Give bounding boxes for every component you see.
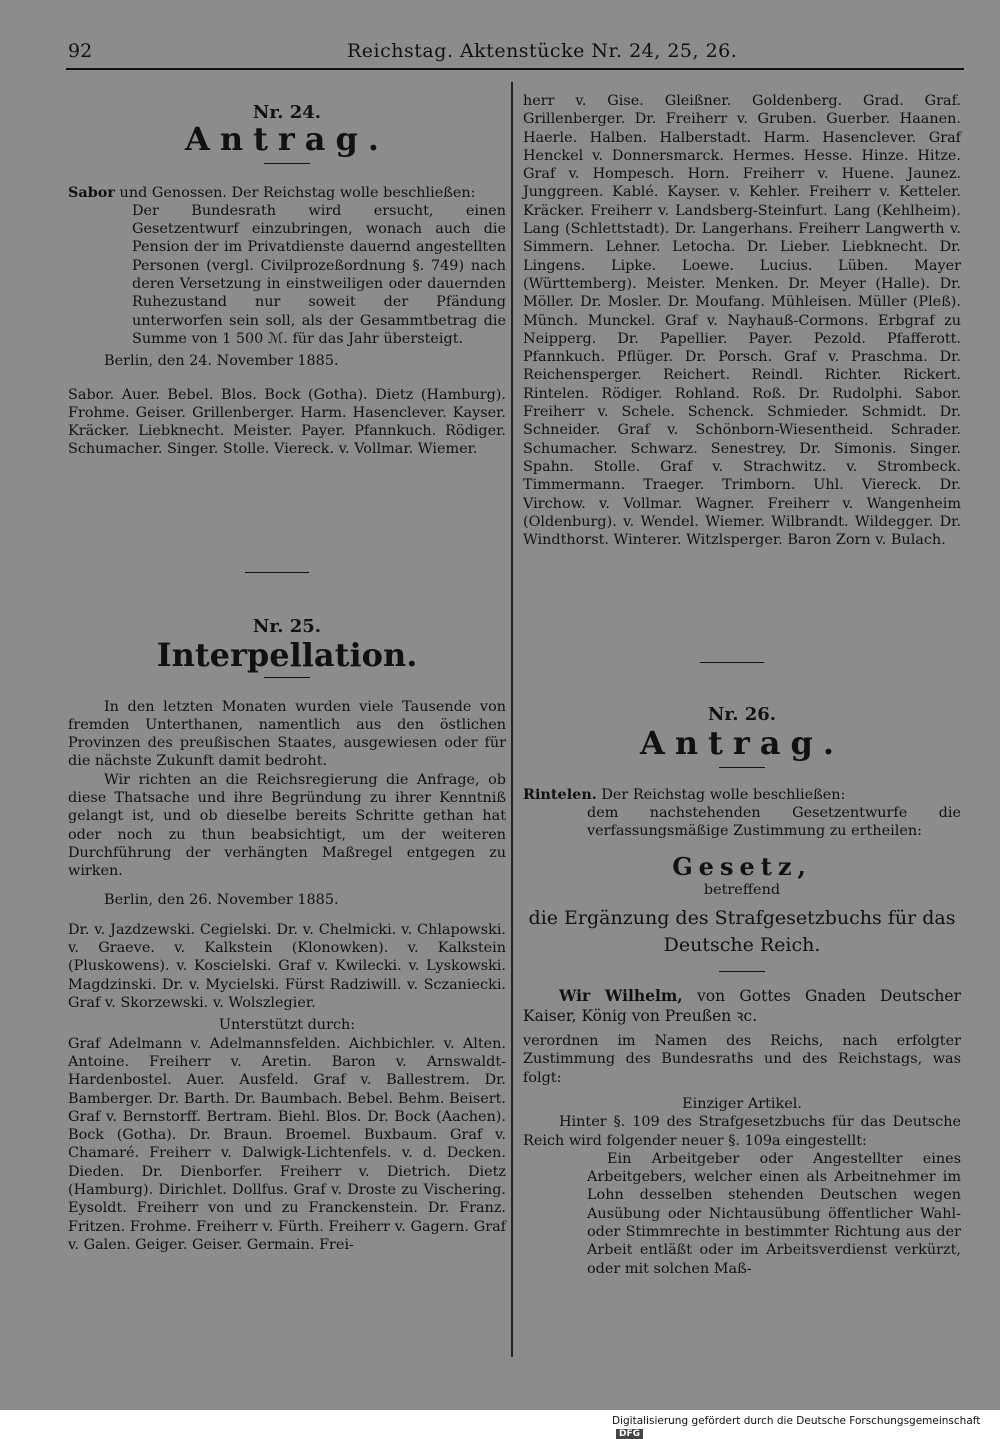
sabor-text: und Genossen. Der Reichstag wolle beschließen: [119, 184, 476, 201]
footer-credit [612, 1415, 1000, 1439]
date-24: Berlin, den 24. November 1885. [104, 353, 339, 370]
left-column-25 [68, 618, 506, 1254]
supporters-list: Graf Adelmann v. Adelmannsfelden. Aichbichler. v. Alten. Antoine. Freiherr v. Aretin. Baron v. Arnswaldt-Hardenbostel. Auer. Ausfeld. Graf v. Ballestrem. Dr. Bamberger. Dr. Barth. Dr. Baumbach. Bebel. Behm. Beisert. Graf v. Bernstorff. Bertram. Biehl. Blos. Dr. Bock (Aachen). Bock (Gotha). Dr. Braun. Broemel. Buxbaum. Graf v. Chamaré. Freiherr v. Dalwigk-Lichtenfels. v. d. Decken. Dieden. Dr. Dienborfer. Freiherr v. Dietrich. Dietz (Hamburg). Dirichlet. Dollfus. Graf v. Droste zu Vischering. Eysoldt. Freiherr von und zu Franckenstein. Dr. Franz. Fritzen. Frohme. Freiherr v. Fürth. Freiherr v. Gagern. Graf v. Galen. Geiger. Geiser. Germain. Frei- [68, 1035, 506, 1253]
short-rule [264, 163, 310, 164]
article-text: Ein Arbeitgeber oder Angestellter eines Arbeitgebers, welcher einen als Arbeitnehmer im Lohn desselben stehenden Deutschen wegen Ausübung oder Nichtausübung öffentlicher Wahl- oder Stimmrechte in bestimmter Richtung aus der Arbeit entläßt oder im Arbeitsverdienst verkürzt, oder mit solchen Maß- [587, 1150, 961, 1277]
betreffend: betreffend [703, 881, 781, 898]
wir-text: von Gottes Gnaden Deutscher Kaiser, König von Preußen ꝛc. [523, 987, 961, 1026]
column-divider [511, 82, 513, 1357]
signers-24: Sabor. Auer. Bebel. Blos. Bock (Gotha). Dietz (Hamburg). Frohme. Geiser. Grillenberger. Harm. Hasenclever. Kayser. Kräcker. Liebknecht. Meister. Payer. Pfannkuch. Rödiger. Schumacher. Singer. Stolle. Viereck. v. Vollmar. Wiemer. [68, 386, 506, 458]
rintelen-body: dem nachstehenden Gesetzentwurfe die verfassungsmäßige Zustimmung zu ertheilen: [587, 804, 961, 840]
wir-line [523, 986, 961, 1026]
signers-25: Dr. v. Jazdzewski. Cegielski. Dr. v. Chelmicki. v. Chlapowski. v. Graeve. v. Kalkstein (Klonowken). v. Kalkstein (Pluskowens). v. Koscielski. Graf v. Kwilecki. v. Lyskowski. Magdzinski. Dr. v. Mycielski. Fürst Radziwill. v. Sczaniecki. Graf v. Skorzewski. v. Wolszlegier. [68, 921, 506, 1012]
short-rule [264, 677, 310, 678]
short-rule [719, 767, 765, 768]
running-header: Reichstag. Aktenstücke Nr. 24, 25, 26. [347, 40, 738, 62]
sabor-lead: Sabor [68, 183, 115, 201]
left-column [68, 104, 506, 459]
rintelen-intro [523, 786, 961, 804]
supporters-continued: herr v. Gise. Gleißner. Goldenberg. Grad. Graf. Grillenberger. Dr. Freiherr v. Gruben. Guerber. Haanen. Haerle. Halben. Halberstadt. Harm. Hasenclever. Graf Henckel v. Donnersmarck. Hermes. Hesse. Hinze. Hitze. Graf v. Hompesch. Horn. Freiherr v. Huene. Jaunez. Junggreen. Kablé. Kayser. v. Kehler. Freiherr v. Ketteler. Kräcker. Freiherr v. Landsberg-Steinfurt. Lang (Kehlheim). Lang (Schlettstadt). Dr. Langerhans. Freiherr Langwerth v. Simmern. Lehner. Letocha. Dr. Lieber. Liebknecht. Dr. Lingens. Lipke. Loewe. Lucius. Lüben. Mayer (Württemberg). Meister. Menken. Dr. Meyer (Halle). Dr. Möller. Dr. Mosler. Dr. Moufang. Mühleisen. Müller (Pleß). Münch. Munckel. Graf v. Nayhauß-Cormons. Erbgraf zu Neipperg. Dr. Papellier. Payer. Pezold. Pfafferott. Pfannkuch. Pflüger. Dr. Porsch. Graf v. Praschma. Dr. Reichensperger. Reichert. Reindl. Richter. Rickert. Rintelen. Rödiger. Rohland. Roß. Dr. Rudolphi. Sabor. Freiherr v. Schele. Schenck. Schmieder. Schmidt. Dr. Schneider. Graf v. Schönborn-Wiesentheid. Schrader. Schumacher. Schwarz. Senestrey. Dr. Simonis. Singer. Spahn. Stolle. Graf v. Strachwitz. v. Strombeck. Timmermann. Traeger. Trimborn. Uhl. Viereck. Dr. Virchow. v. Vollmar. Wagner. Freiherr v. Wangenheim (Oldenburg). v. Wendel. Wiemer. Wilbrandt. Wildegger. Dr. Windthorst. Winterer. Witzlsperger. Baron Zorn v. Bulach. [523, 93, 961, 549]
right-column [523, 92, 961, 549]
rintelen-lead: Rintelen. [523, 785, 597, 803]
verordnen: verordnen im Namen des Reichs, nach erfolgter Zustimmung des Bundesraths und des Reichstags, was folgt: [523, 1033, 961, 1086]
gesetz-heading: Gesetz, [672, 852, 812, 882]
rintelen-text: Der Reichstag wolle beschließen: [601, 786, 846, 803]
right-column-26 [523, 706, 961, 1278]
antrag24-title: Antrag. [185, 120, 389, 159]
section-rule [700, 662, 764, 663]
sabor-intro [68, 184, 506, 202]
dfg-logo: DFG [616, 1429, 643, 1439]
short-rule [719, 971, 765, 972]
section-rule [245, 572, 309, 573]
interpellation-p1: In den letzten Monaten wurden viele Tausende von fremden Unterthanen, namentlich aus den östlichen Provinzen des preußischen Staates, ausgewiesen oder für die nächste Zukunft damit bedroht. [68, 698, 506, 770]
nr25-heading: Nr. 25. [252, 616, 322, 637]
footer-text: Digitalisierung gefördert durch die Deutsche Forschungsgemeinschaft [612, 1415, 981, 1427]
law-title: die Ergänzung des Strafgesetzbuchs für das Deutsche Reich. [528, 907, 956, 957]
supported-by: Unterstützt durch: [218, 1017, 356, 1034]
antrag26-title: Antrag. [640, 724, 844, 763]
nr26-heading: Nr. 26. [707, 704, 777, 725]
interpellation-p2: Wir richten an die Reichsregierung die Anfrage, ob diese Thatsache und ihre Begründung zu ihrer Kenntniß gelangt ist, und ob dieselbe bereits Schritte gethan hat oder noch zu thun beabsichtigt, um der weiteren Durchführung der verhängten Maßregel entgegen zu wirken. [68, 771, 506, 880]
date-25: Berlin, den 26. November 1885. [104, 891, 339, 908]
page-number: 92 [68, 40, 93, 62]
wir-lead: Wir Wilhelm, [559, 986, 683, 1006]
nr24-heading: Nr. 24. [252, 102, 322, 123]
interpellation-title: Interpellation. [156, 636, 418, 675]
einziger-artikel: Einziger Artikel. [682, 1095, 802, 1112]
header-rule [66, 68, 964, 70]
sabor-body: Der Bundesrath wird ersucht, einen Gesetzentwurf einzubringen, wonach auch die Pension der im Privatdienste dauernd angestellten Personen (vergl. Civilprozeßordnung §. 749) nach deren Versetzung in einstweiligen oder dauernden Ruhezustand nur soweit der Pfändung unterworfen sein soll, als der Gesammtbetrag die Summe von 1 500 ℳ. für das Jahr übersteigt. [132, 202, 506, 347]
hinter-paragraph: Hinter §. 109 des Strafgesetzbuchs für das Deutsche Reich wird folgender neuer §. 109a eingestellt: [523, 1114, 961, 1149]
